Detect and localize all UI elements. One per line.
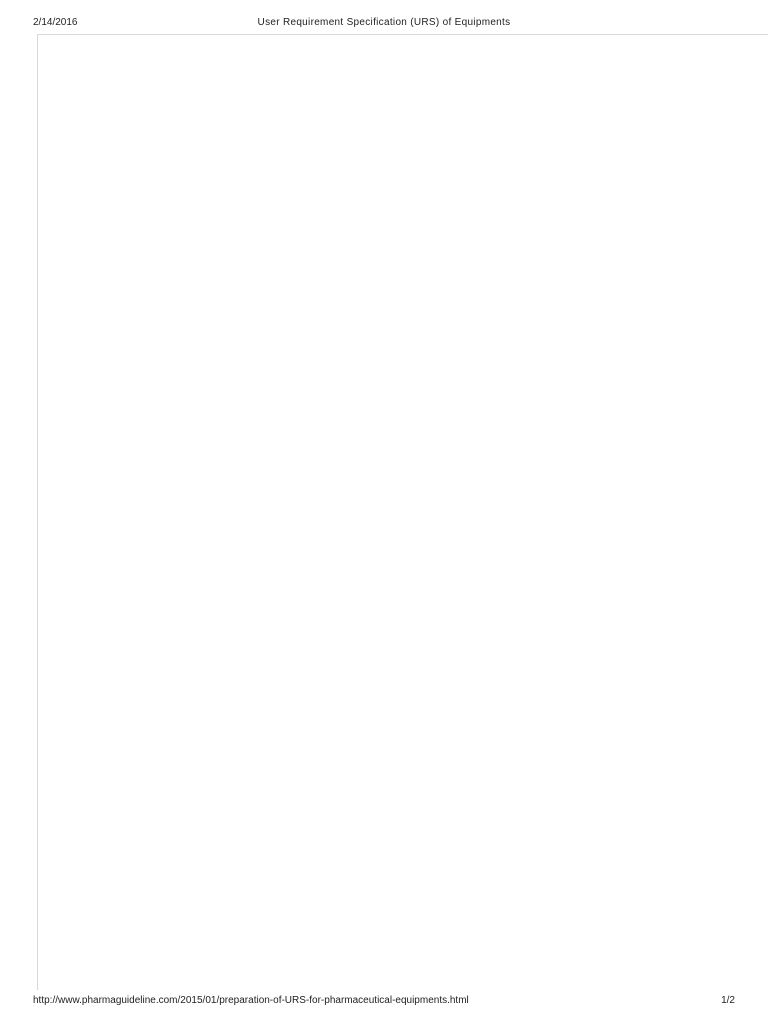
print-header xyxy=(0,17,768,31)
print-date: 2/14/2016 xyxy=(33,17,78,28)
print-title: User Requirement Specification (URS) of Equipments xyxy=(257,17,511,28)
article-frame xyxy=(37,34,768,990)
print-footer xyxy=(0,995,768,1009)
print-url: http://www.pharmaguideline.com/2015/01/preparation-of-URS-for-pharmaceutical-equipments.html xyxy=(33,995,469,1006)
print-page-number: 1/2 xyxy=(721,995,735,1006)
